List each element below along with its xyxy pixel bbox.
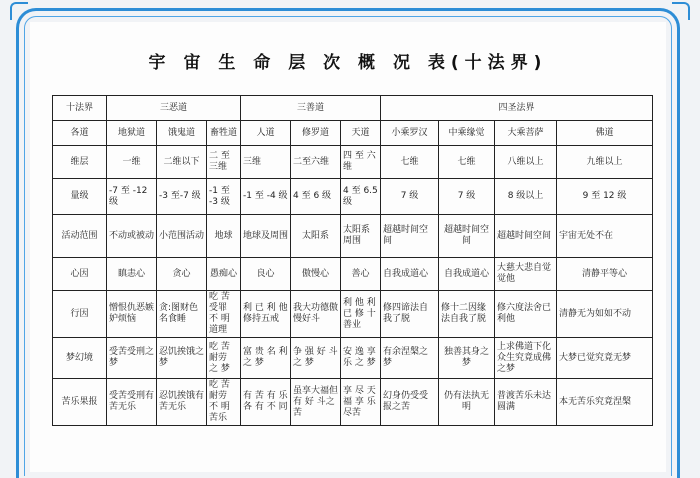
table-cell: -1 至 -3 级: [207, 179, 241, 215]
table-cell: 8 级以上: [495, 179, 557, 215]
document-sheet: [30, 22, 666, 472]
row-label: 心因: [53, 258, 107, 291]
table-cell: 憎恨仇恶嫉妒烦恼: [107, 291, 157, 338]
realm-header: 畜牲道: [207, 121, 241, 146]
table-cell: 四 至 六 维: [341, 146, 381, 179]
realm-header: 地狱道: [107, 121, 157, 146]
table-cell: 小范围活动: [157, 215, 207, 258]
table-cell: 三维: [241, 146, 291, 179]
table-cell: 7 级: [439, 179, 495, 215]
table-cell: 我大功德傲慢好斗: [291, 291, 341, 338]
table-row: [53, 179, 653, 215]
table-cell: 修六度法舍已利他: [495, 291, 557, 338]
table-cell: 自我成道心: [381, 258, 439, 291]
table-cell: 不动或被动: [107, 215, 157, 258]
table-cell: 贪心: [157, 258, 207, 291]
table-cell: 超越时间空间: [439, 215, 495, 258]
table-cell: 有余涅槃之梦: [381, 338, 439, 379]
table-cell: 善心: [341, 258, 381, 291]
row-label: 活动范围: [53, 215, 107, 258]
row-label: 苦乐果报: [53, 379, 107, 426]
realms-table: [52, 95, 653, 426]
table-cell: -1 至 -4 级: [241, 179, 291, 215]
table-cell: 宇宙无处不在: [557, 215, 653, 258]
table-cell: 普渡苦乐未达圆满: [495, 379, 557, 426]
table-cell: 上求佛道下化众生究竟成佛之梦: [495, 338, 557, 379]
realm-header: 小乘罗汉: [381, 121, 439, 146]
table-row-groups: [53, 96, 653, 121]
table-cell: 修四谛法自我了脱: [381, 291, 439, 338]
realm-header: 修罗道: [291, 121, 341, 146]
table-cell: 4 至 6.5 级: [341, 179, 381, 215]
table-cell: 虽享大福但有 好 斗之 苦: [291, 379, 341, 426]
table-cell: 受苦受刑之梦: [107, 338, 157, 379]
table-cell: 地球: [207, 215, 241, 258]
table-cell: 贪:图财色名食睡: [157, 291, 207, 338]
table-row: [53, 291, 653, 338]
row-label: 量级: [53, 179, 107, 215]
table-cell: 二至六维: [291, 146, 341, 179]
table-cell: 吃 苦 受罪 不 明道理: [207, 291, 241, 338]
corner-ornament-right: [672, 2, 690, 20]
corner-ornament-left: [10, 2, 28, 20]
table-cell: 9 至 12 级: [557, 179, 653, 215]
table-cell: 八维以上: [495, 146, 557, 179]
table-cell: 利 他 利已 修 十善业: [341, 291, 381, 338]
table-cell: 幻身仍受受报之苦: [381, 379, 439, 426]
table-cell: 4 至 6 级: [291, 179, 341, 215]
table-cell: 利 已 利 他修持五戒: [241, 291, 291, 338]
table-cell: 享 尽 天福 享 乐尽苦: [341, 379, 381, 426]
realm-header: 人道: [241, 121, 291, 146]
table-cell: -3 至-7 级: [157, 179, 207, 215]
table-cell: 忍饥挨饿之梦: [157, 338, 207, 379]
row-label: 维层: [53, 146, 107, 179]
table-cell: 受苦受刑有苦无乐: [107, 379, 157, 426]
realm-header: 饿鬼道: [157, 121, 207, 146]
table-cell: 地球及周围: [241, 215, 291, 258]
row-label: 梦幻境: [53, 338, 107, 379]
table-cell: 大慈大悲自觉觉他: [495, 258, 557, 291]
table-cell: 二 至 三维: [207, 146, 241, 179]
table-cell: -7 至 -12 级: [107, 179, 157, 215]
group-header: 三善道: [241, 96, 381, 121]
table-cell: 七维: [439, 146, 495, 179]
table-cell: 争 强 好 斗之 梦: [291, 338, 341, 379]
table-cell: 自我成道心: [439, 258, 495, 291]
table-row: [53, 146, 653, 179]
table-row-realms: [53, 121, 653, 146]
group-header: 三恶道: [107, 96, 241, 121]
table-cell: 吃 苦 耐劳 不 明苦乐: [207, 379, 241, 426]
table-cell: 仍有法执无明: [439, 379, 495, 426]
table-cell: 超越时间空间: [381, 215, 439, 258]
table-cell: 本无苦乐究竟涅槃: [557, 379, 653, 426]
table-cell: 二维以下: [157, 146, 207, 179]
table-cell: 瞋恚心: [107, 258, 157, 291]
table-cell: 富 贵 名 利之 梦: [241, 338, 291, 379]
table-cell: 九维以上: [557, 146, 653, 179]
document-title: 宇 宙 生 命 层 次 概 况 表(十法界): [148, 53, 548, 73]
group-header: 四圣法界: [381, 96, 653, 121]
table-cell: 一维: [107, 146, 157, 179]
table-cell: 清静无为如如不动: [557, 291, 653, 338]
row-label: 十法界: [53, 96, 107, 121]
realm-header: 大乘菩萨: [495, 121, 557, 146]
realm-header: 佛道: [557, 121, 653, 146]
realm-header: 天道: [341, 121, 381, 146]
table-cell: 7 级: [381, 179, 439, 215]
table-cell: 有 苦 有 乐各 有 不 同: [241, 379, 291, 426]
table-cell: 大梦已觉究竟无梦: [557, 338, 653, 379]
table-cell: 七维: [381, 146, 439, 179]
table-cell: 愚痴心: [207, 258, 241, 291]
table-row: [53, 338, 653, 379]
table-cell: 安 逸 享乐 之 梦: [341, 338, 381, 379]
row-label: 各道: [53, 121, 107, 146]
table-cell: 超越时间空间: [495, 215, 557, 258]
table-cell: 良心: [241, 258, 291, 291]
table-cell: 吃 苦 耐劳 之 梦: [207, 338, 241, 379]
table-cell: 修十二因缘法自我了脱: [439, 291, 495, 338]
row-label: 行因: [53, 291, 107, 338]
table-cell: 傲慢心: [291, 258, 341, 291]
realm-header: 中乘缘觉: [439, 121, 495, 146]
table-cell: 独善其身之梦: [439, 338, 495, 379]
table-cell: 太阳系: [291, 215, 341, 258]
table-cell: 清静平等心: [557, 258, 653, 291]
table-row: [53, 215, 653, 258]
table-cell: 太阳系周围: [341, 215, 381, 258]
table-cell: 忍饥挨饿有苦无乐: [157, 379, 207, 426]
table-row: [53, 379, 653, 426]
table-row: [53, 258, 653, 291]
